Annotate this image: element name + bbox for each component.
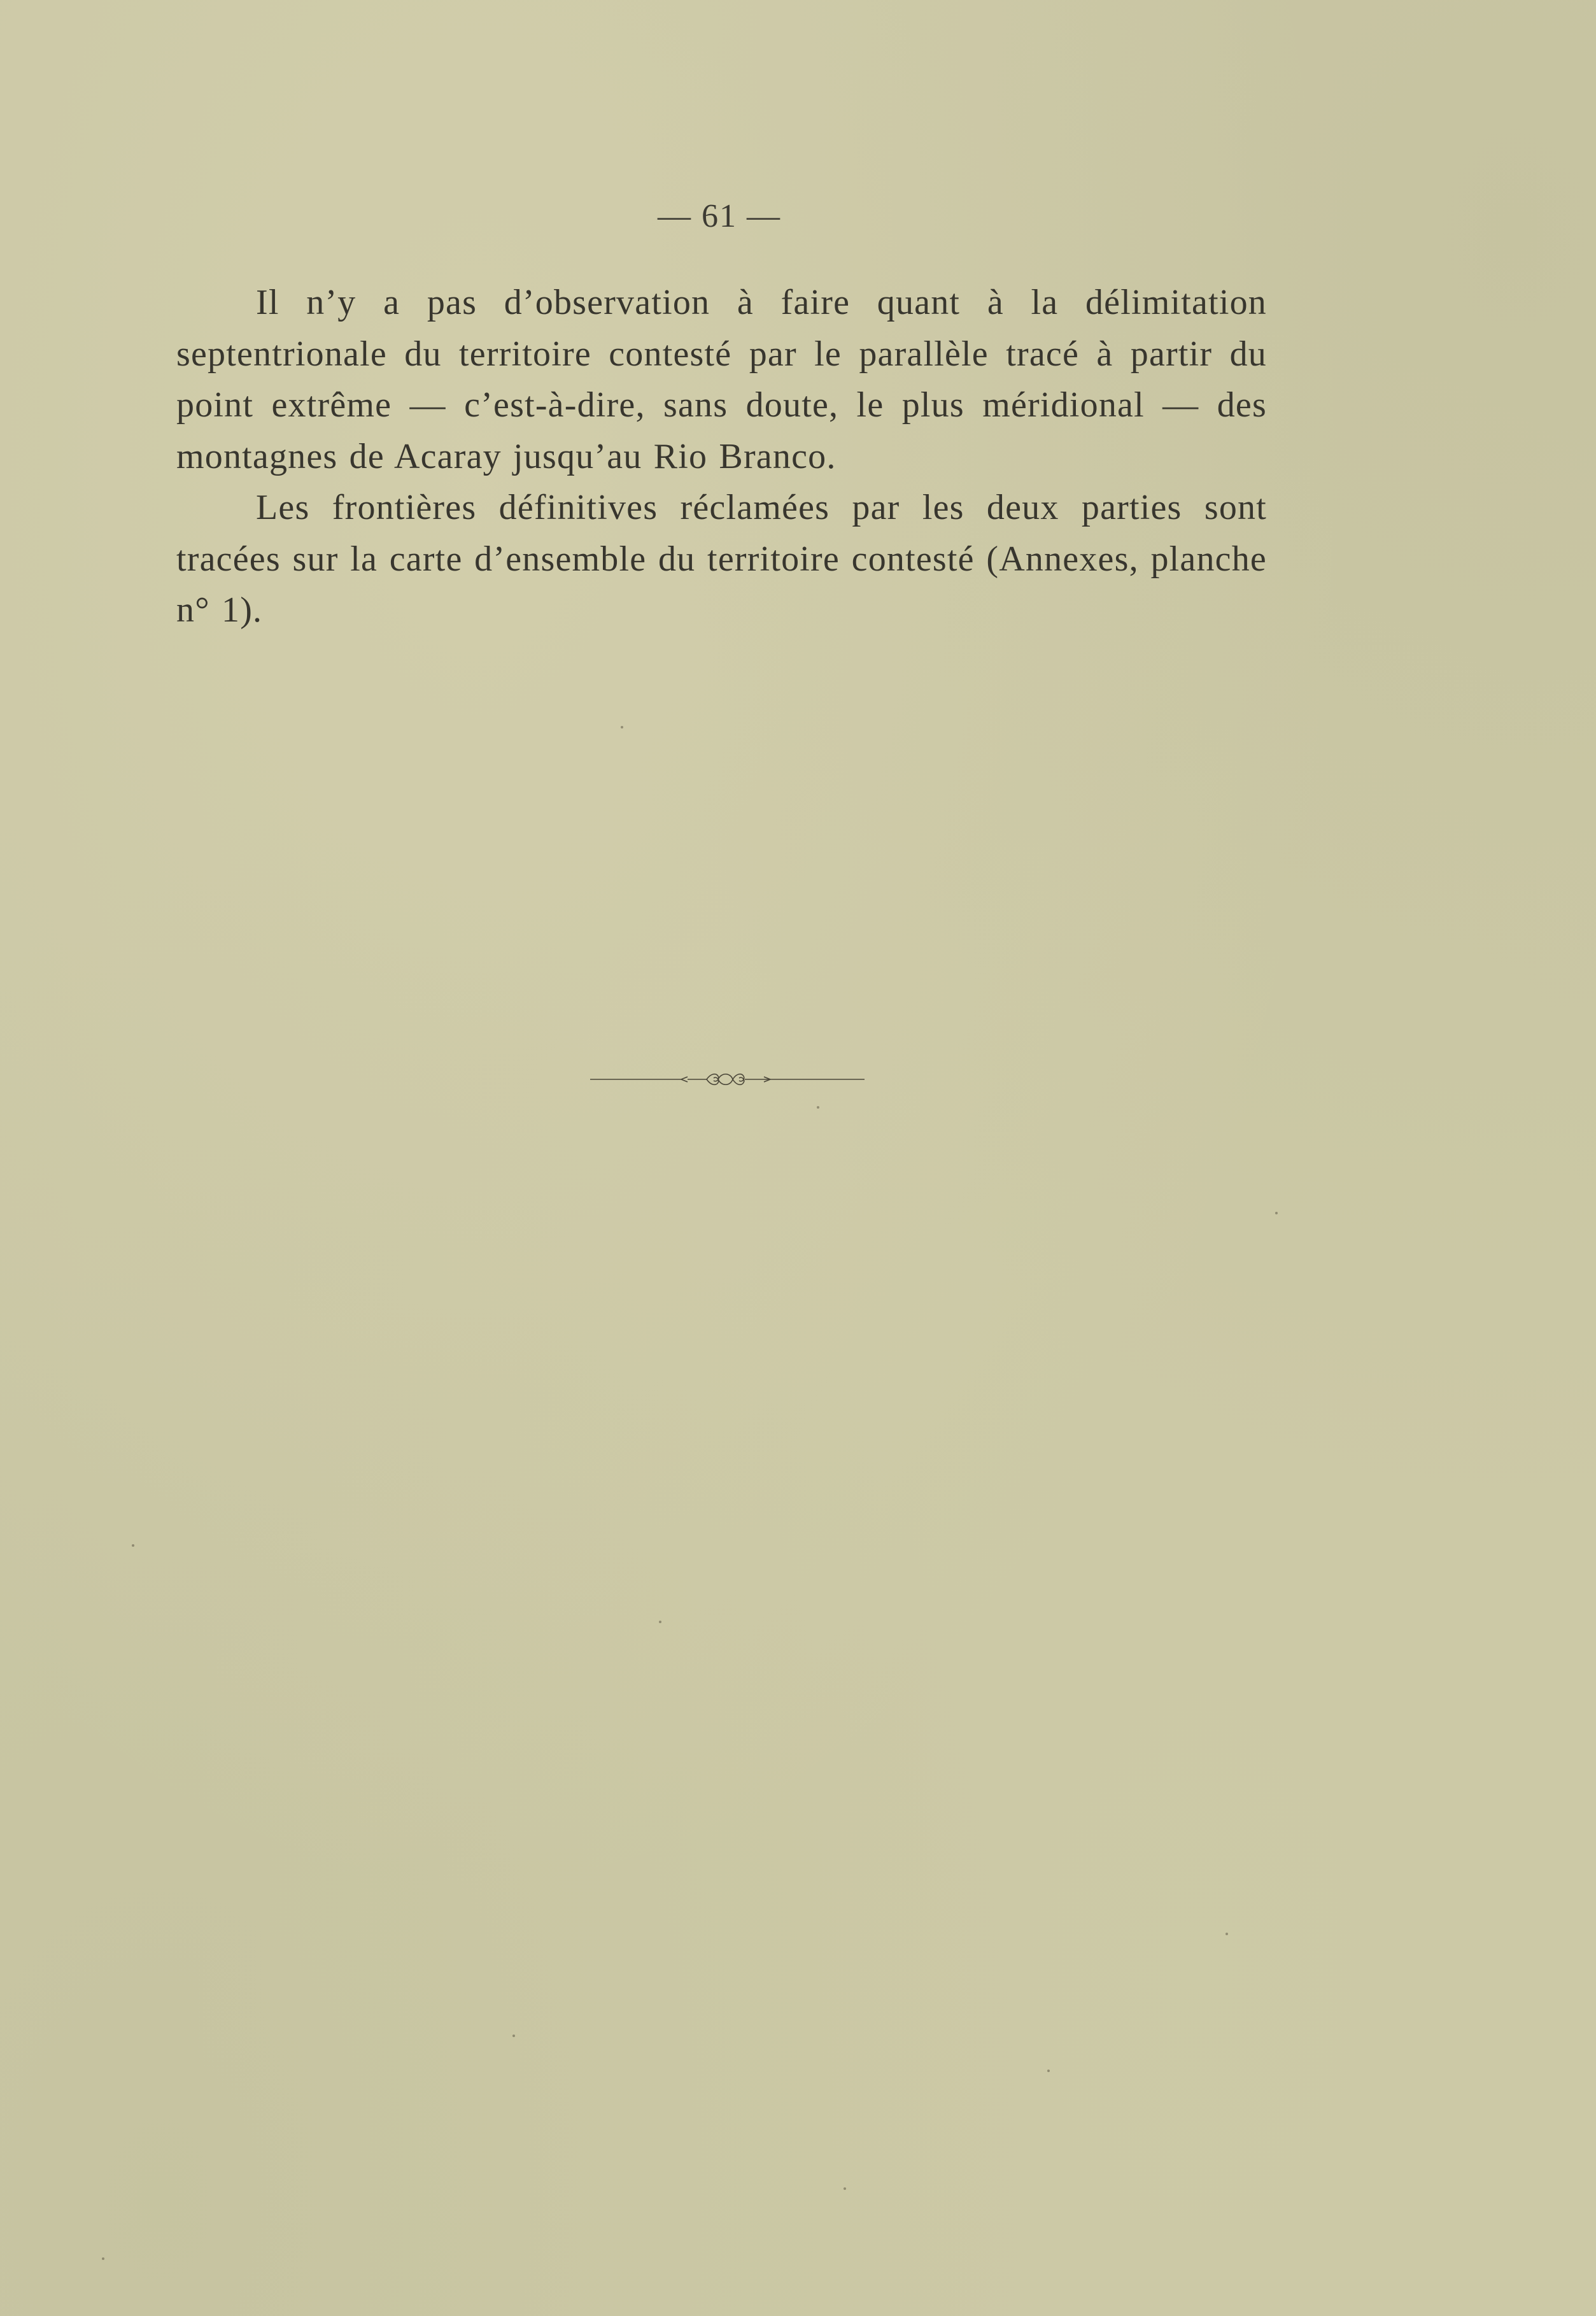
paper-speck [102,2257,104,2260]
paragraph-1: Il n’y a pas d’observation à faire quant à la délimitation septentrionale du territoire contesté par le parallèle tracé à partir du point extrême — c’est-à-dire, sans doute, le plus méridional — des montagnes de Acaray jusqu’au Rio Branco. [176,283,1267,476]
paper-speck [659,1621,661,1623]
ornament-divider-icon [589,1063,866,1095]
paper-speck [512,2035,515,2037]
paragraph-2: Les frontières définitives réclamées par les deux parties sont tracées sur la carte d’ensemble du territoire contesté (Annexes, planche n° 1). [176,488,1267,630]
paper-speck [1047,2070,1050,2072]
paper-speck [621,726,623,728]
page-number: — 61 — [658,198,781,234]
paper-speck [844,2187,846,2190]
paper-speck [1225,1933,1228,1935]
body-text [176,277,1267,636]
paper-speck [1275,1212,1278,1214]
paper-speck [132,1544,134,1547]
paper-speck [817,1106,819,1109]
